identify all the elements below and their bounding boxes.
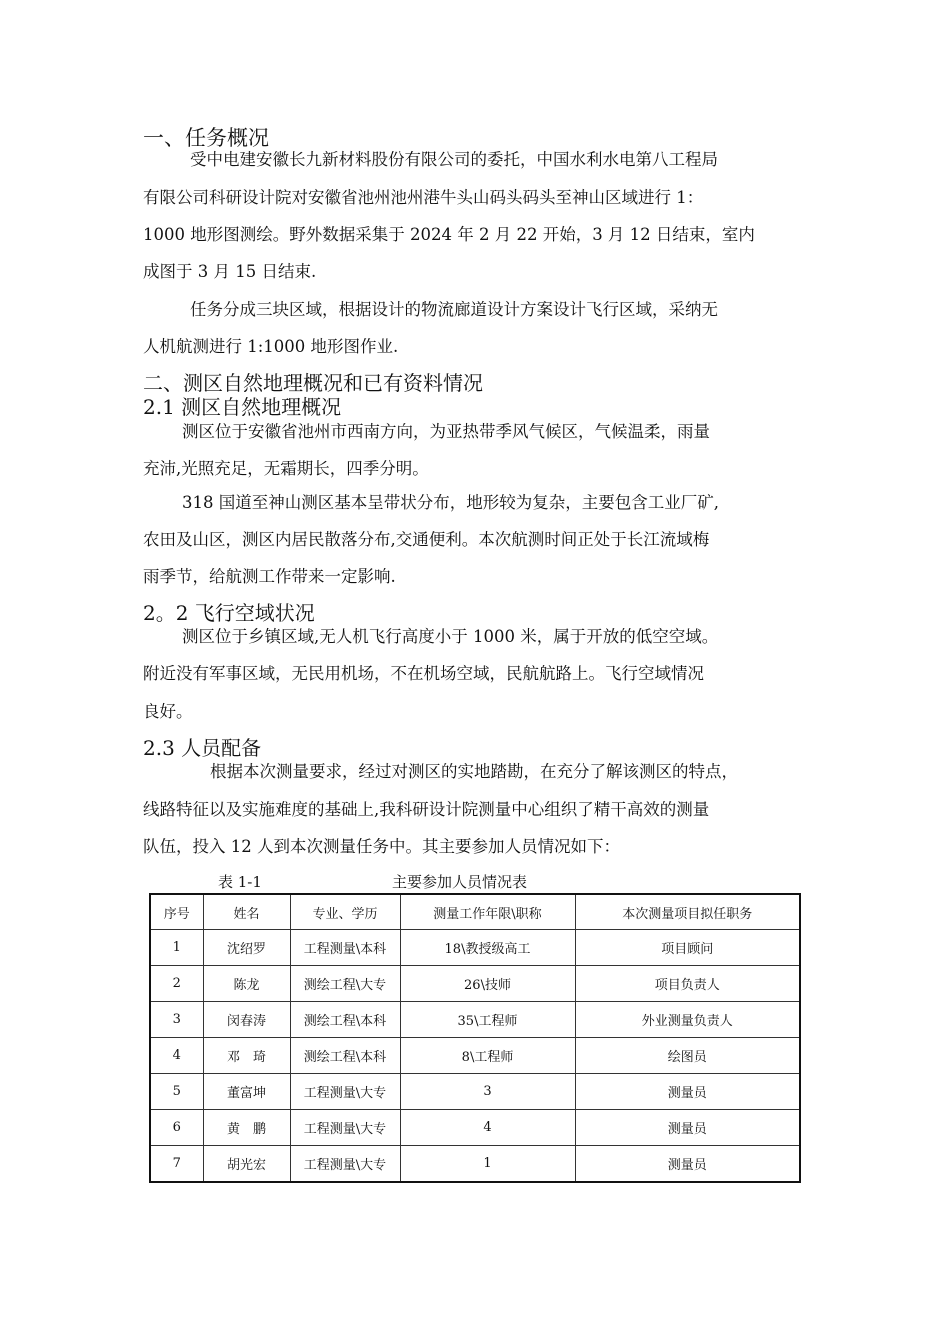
table-cell: 工程测量\大专 — [290, 1074, 400, 1110]
paragraph-line: 队伍，投入 12 人到本次测量任务中。其主要参加人员情况如下： — [143, 837, 620, 856]
table-cell: 6 — [150, 1110, 203, 1146]
table-cell: 工程测量\大专 — [290, 1110, 400, 1146]
table-cell: 闵春涛 — [203, 1002, 290, 1038]
paragraph-line: 附近没有军事区域，无民用机场，不在机场空域，民航航路上。飞行空域情况 — [143, 664, 704, 683]
table-cell: 3 — [400, 1074, 575, 1110]
table-cell: 陈龙 — [203, 966, 290, 1002]
paragraph-line: 根据本次测量要求，经过对测区的实地踏勘，在充分了解该测区的特点， — [210, 762, 738, 781]
table-cell: 工程测量\大专 — [290, 1146, 400, 1183]
table-cell: 测绘工程\大专 — [290, 966, 400, 1002]
table-row — [150, 1110, 800, 1146]
table-cell: 35\工程师 — [400, 1002, 575, 1038]
table-cell: 4 — [400, 1110, 575, 1146]
table-cell: 胡光宏 — [203, 1146, 290, 1183]
table-cell: 测量员 — [575, 1110, 800, 1146]
table-cell: 测绘工程\本科 — [290, 1002, 400, 1038]
table-row — [150, 1002, 800, 1038]
table-cell: 黄 鹏 — [203, 1110, 290, 1146]
table-cell: 18\教授级高工 — [400, 930, 575, 966]
section-1-title: 一、任务概况 — [143, 126, 269, 150]
header-cell: 专业、学历 — [290, 894, 400, 930]
table-cell: 测量员 — [575, 1074, 800, 1110]
table-row — [150, 930, 800, 966]
paragraph-line: 受中电建安徽长九新材料股份有限公司的委托，中国水利水电第八工程局 — [190, 150, 718, 169]
table-cell: 邓 琦 — [203, 1038, 290, 1074]
table-cell: 2 — [150, 966, 203, 1002]
table-cell: 测量员 — [575, 1146, 800, 1183]
table-row — [150, 1038, 800, 1074]
section-2-3-title: 2.3 人员配备 — [143, 736, 262, 760]
table-cell: 绘图员 — [575, 1038, 800, 1074]
paragraph-line: 1000 地形图测绘。野外数据采集于 2024 年 2 月 22 开始，3 月 12 日结束，室内 — [143, 225, 755, 244]
paragraph-line: 任务分成三块区域，根据设计的物流廊道设计方案设计飞行区域，采纳无 — [190, 300, 718, 319]
table-cell: 项目顾问 — [575, 930, 800, 966]
section-2-2-title: 2。2 飞行空域状况 — [143, 601, 315, 625]
table-cell: 8\工程师 — [400, 1038, 575, 1074]
header-cell: 姓名 — [203, 894, 290, 930]
table-cell: 1 — [400, 1146, 575, 1183]
paragraph-line: 318 国道至神山测区基本呈带状分布，地形较为复杂，主要包含工业厂矿, — [182, 493, 719, 512]
paragraph-line: 成图于 3 月 15 日结束. — [143, 262, 317, 281]
staff-table — [149, 893, 801, 1183]
header-cell: 序号 — [150, 894, 203, 930]
table-row — [150, 966, 800, 1002]
paragraph-line: 测区位于安徽省池州市西南方向，为亚热带季风气候区，气候温柔，雨量 — [182, 422, 710, 441]
table-caption: 主要参加人员情况表 — [392, 873, 528, 891]
table-cell: 7 — [150, 1146, 203, 1183]
table-header-row — [150, 894, 800, 930]
table-cell: 外业测量负责人 — [575, 1002, 800, 1038]
paragraph-line: 测区位于乡镇区域,无人机飞行高度小于 1000 米，属于开放的低空空域。 — [182, 627, 719, 646]
header-cell: 测量工作年限\职称 — [400, 894, 575, 930]
paragraph-line: 充沛,光照充足，无霜期长，四季分明。 — [143, 459, 429, 478]
paragraph-line: 农田及山区，测区内居民散落分布,交通便利。本次航测时间正处于长江流域梅 — [143, 530, 710, 549]
paragraph-line: 线路特征以及实施难度的基础上,我科研设计院测量中心组织了精干高效的测量 — [143, 800, 710, 819]
table-cell: 沈绍罗 — [203, 930, 290, 966]
table-cell: 5 — [150, 1074, 203, 1110]
table-cell: 26\技师 — [400, 966, 575, 1002]
paragraph-line: 雨季节，给航测工作带来一定影响. — [143, 567, 396, 586]
paragraph-line: 有限公司科研设计院对安徽省池州池州港牛头山码头码头至神山区域进行 1： — [143, 188, 704, 207]
section-2-title: 二、测区自然地理概况和已有资料情况 — [143, 371, 483, 395]
header-cell: 本次测量项目拟任职务 — [575, 894, 800, 930]
table-cell: 测绘工程\本科 — [290, 1038, 400, 1074]
table-row — [150, 1074, 800, 1110]
table-cell: 董富坤 — [203, 1074, 290, 1110]
table-cell: 1 — [150, 930, 203, 966]
table-row — [150, 1146, 800, 1183]
table-cell: 工程测量\本科 — [290, 930, 400, 966]
paragraph-line: 良好。 — [143, 702, 193, 721]
table-cell: 项目负责人 — [575, 966, 800, 1002]
section-2-1-title: 2.1 测区自然地理概况 — [143, 395, 342, 419]
table-cell: 4 — [150, 1038, 203, 1074]
table-cell: 3 — [150, 1002, 203, 1038]
table-label: 表 1-1 — [218, 873, 262, 891]
paragraph-line: 人机航测进行 1:1000 地形图作业. — [143, 337, 399, 356]
